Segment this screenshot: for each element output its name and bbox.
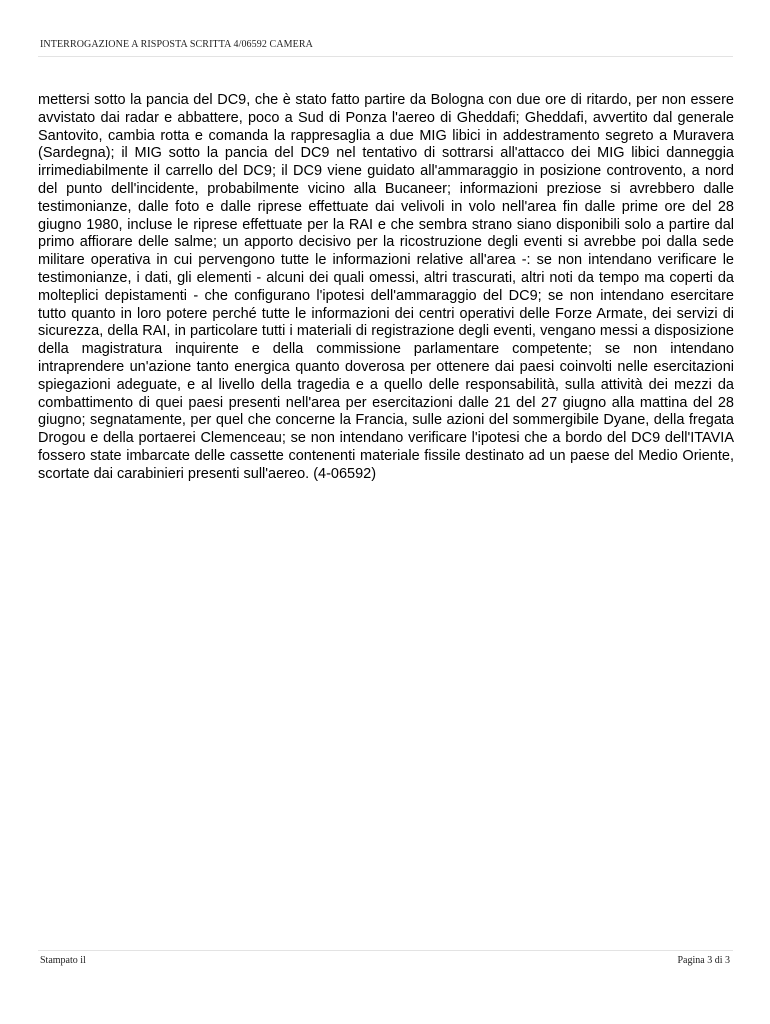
footer-page-number: Pagina 3 di 3 xyxy=(677,955,730,966)
footer-divider xyxy=(38,950,733,951)
document-body-text: mettersi sotto la pancia del DC9, che è stato fatto partire da Bologna con due ore di ritardo, per non essere avvistato dai radar e abbattere, poco a Sud di Ponza l'aereo di Gheddafi; Gheddafi, avvertito dal generale Santovito, cambia rotta e comanda la rappresaglia a due MIG libici in addestramento segreto a Muravera (Sardegna); il MIG sotto la pancia del DC9 nel tentativo di sottrarsi all'attacco dei MIG libici danneggia irrimediabilmente il carrello del DC9; il DC9 viene guidato all'ammaraggio in posizione controvento, a nord del punto dell'incidente, probabilmente vicino alla Bucaneer; informazioni preziose si avrebbero dalle testimonianze, dalle foto e dalle riprese effettuate dai velivoli in volo nell'area fin dalle prime ore del 28 giugno 1980, incluse le riprese effettuate per la RAI e che sembra strano siano disponibili solo a partire dal primo affiorare delle salme; un apporto decisivo per la ricostruzione degli eventi si avrebbe poi dalla sede militare operativa in cui pervengono tutte le informazioni relative all'area -: se non intendano verificare le testimonianze, i dati, gli elementi - alcuni dei quali omessi, altri trascurati, altri noti da tempo ma coperti da molteplici depistamenti - che configurano l'ipotesi dell'ammaraggio del DC9; se non intendano esercitare tutto quanto in loro potere perché tutte le informazioni dei centri operativi delle Forze Armate, dei servizi di sicurezza, della RAI, in particolare tutti i materiali di registrazione degli eventi, vengano messi a disposizione della magistratura inquirente e della commissione parlamentare competente; se non intendano intraprendere un'azione tanto energica quanto doverosa per ottenere dai paesi coinvolti nelle esercitazioni spiegazioni adeguate, e al livello della tragedia e a quello delle responsabilità, sulla attività dei mezzi da combattimento di quei paesi presenti nell'area per esercitazioni dalle 21 del 27 giugno alla mattina del 28 giugno; segnatamente, per quel che concerne la Francia, sulle azioni del sommergibile Dyane, della fregata Drogou e della portaerei Clemenceau; se non intendano verificare l'ipotesi che a bordo del DC9 dell'ITAVIA fossero state imbarcate delle cassette contenenti materiale fissile destinato ad un paese del Medio Oriente, scortate dai carabinieri presenti sull'aereo. (4-06592) xyxy=(38,92,734,482)
document-header-title: INTERROGAZIONE A RISPOSTA SCRITTA 4/06592 CAMERA xyxy=(40,39,313,50)
header-divider xyxy=(38,56,733,57)
footer-printed-label: Stampato il xyxy=(40,955,86,966)
